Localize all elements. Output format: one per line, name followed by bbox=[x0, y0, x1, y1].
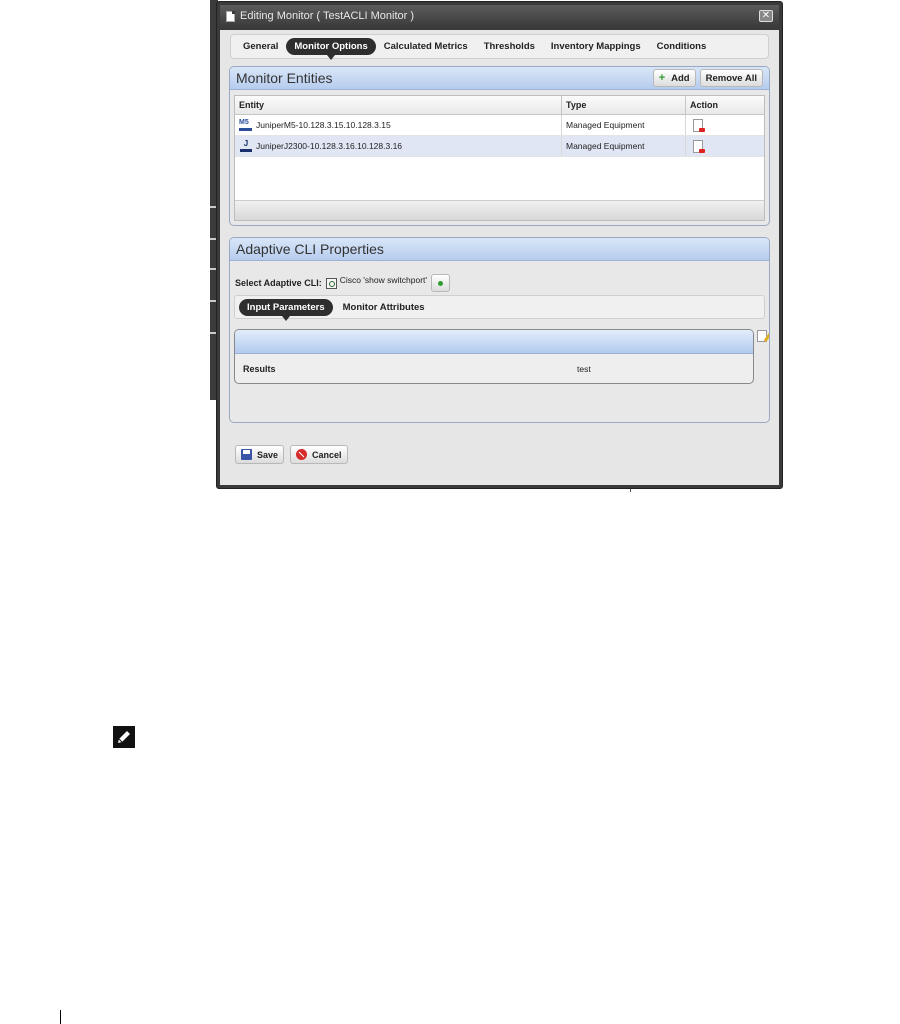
dialog-title: Editing Monitor ( TestACLI Monitor ) bbox=[240, 10, 415, 22]
input-parameters-table bbox=[234, 329, 754, 384]
tab-inventory-mappings[interactable]: Inventory Mappings bbox=[550, 41, 641, 52]
dialog-body bbox=[220, 30, 779, 485]
table-footer bbox=[235, 200, 764, 220]
entities-table bbox=[234, 95, 765, 221]
dialog-footer bbox=[235, 445, 354, 464]
entity-name: JuniperJ2300-10.128.3.16.10.128.3.16 bbox=[256, 141, 403, 151]
table-row[interactable] bbox=[235, 354, 753, 384]
action-cell bbox=[686, 136, 764, 156]
parameters-header bbox=[235, 330, 753, 354]
delete-icon[interactable] bbox=[693, 119, 703, 132]
adaptive-cli-panel bbox=[229, 237, 770, 423]
tab-monitor-attributes[interactable]: Monitor Attributes bbox=[342, 301, 425, 313]
panel-title: Monitor Entities bbox=[236, 70, 333, 86]
parameter-value: test bbox=[577, 364, 591, 374]
cancel-icon bbox=[296, 449, 307, 460]
save-icon bbox=[241, 449, 252, 460]
tab-conditions[interactable]: Conditions bbox=[656, 41, 707, 52]
cancel-button-label: Cancel bbox=[312, 449, 342, 460]
select-cli-row bbox=[235, 274, 450, 292]
note-pencil-icon bbox=[113, 726, 135, 748]
entity-cell bbox=[235, 115, 562, 135]
remove-all-button[interactable]: Remove All bbox=[700, 69, 763, 87]
action-cell bbox=[686, 115, 764, 135]
tab-input-parameters[interactable]: Input Parameters bbox=[239, 299, 333, 316]
cli-subtab-bar bbox=[234, 295, 765, 319]
table-header bbox=[235, 96, 764, 115]
tab-thresholds[interactable]: Thresholds bbox=[483, 41, 535, 52]
edit-icon[interactable] bbox=[757, 330, 767, 342]
juniper-m5-icon: M5 bbox=[239, 119, 253, 131]
column-header-type[interactable]: Type bbox=[562, 96, 686, 114]
adaptive-cli-header bbox=[230, 238, 769, 261]
monitor-entities-panel bbox=[229, 66, 770, 226]
type-cell: Managed Equipment bbox=[562, 136, 686, 156]
add-button-label: Add bbox=[671, 72, 690, 84]
tab-monitor-options[interactable]: Monitor Options bbox=[286, 38, 375, 55]
select-cli-button[interactable] bbox=[431, 274, 450, 292]
parameter-key: Results bbox=[243, 364, 276, 374]
save-button[interactable] bbox=[235, 445, 284, 464]
add-button[interactable] bbox=[653, 69, 696, 87]
search-cli-icon[interactable] bbox=[326, 278, 337, 289]
column-header-action[interactable]: Action bbox=[690, 100, 718, 110]
editing-monitor-dialog bbox=[216, 1, 783, 489]
column-header-entity[interactable]: Entity bbox=[235, 96, 562, 114]
save-button-label: Save bbox=[257, 449, 279, 460]
monitor-entities-header bbox=[230, 67, 769, 90]
table-row[interactable] bbox=[235, 136, 764, 157]
selected-cli-value: Cisco 'show switchport' bbox=[339, 275, 428, 285]
close-icon[interactable]: ✕ bbox=[759, 10, 773, 22]
cancel-button[interactable] bbox=[290, 445, 348, 464]
entity-name: JuniperM5-10.128.3.15.10.128.3.15 bbox=[256, 120, 391, 130]
panel-title: Adaptive CLI Properties bbox=[236, 241, 384, 257]
juniper-j-icon: J bbox=[239, 140, 253, 152]
dialog-titlebar[interactable] bbox=[220, 5, 779, 27]
document-icon bbox=[226, 11, 235, 22]
tab-calculated-metrics[interactable]: Calculated Metrics bbox=[383, 41, 468, 52]
plus-icon: + bbox=[658, 72, 666, 84]
type-cell: Managed Equipment bbox=[562, 115, 686, 135]
page-margin-rule bbox=[60, 1010, 61, 1024]
select-cli-label: Select Adaptive CLI: bbox=[235, 278, 322, 288]
delete-icon[interactable] bbox=[693, 140, 703, 153]
tab-general[interactable]: General bbox=[243, 41, 279, 52]
table-row[interactable] bbox=[235, 115, 764, 136]
tab-bar bbox=[230, 34, 769, 59]
entity-cell bbox=[235, 136, 562, 156]
